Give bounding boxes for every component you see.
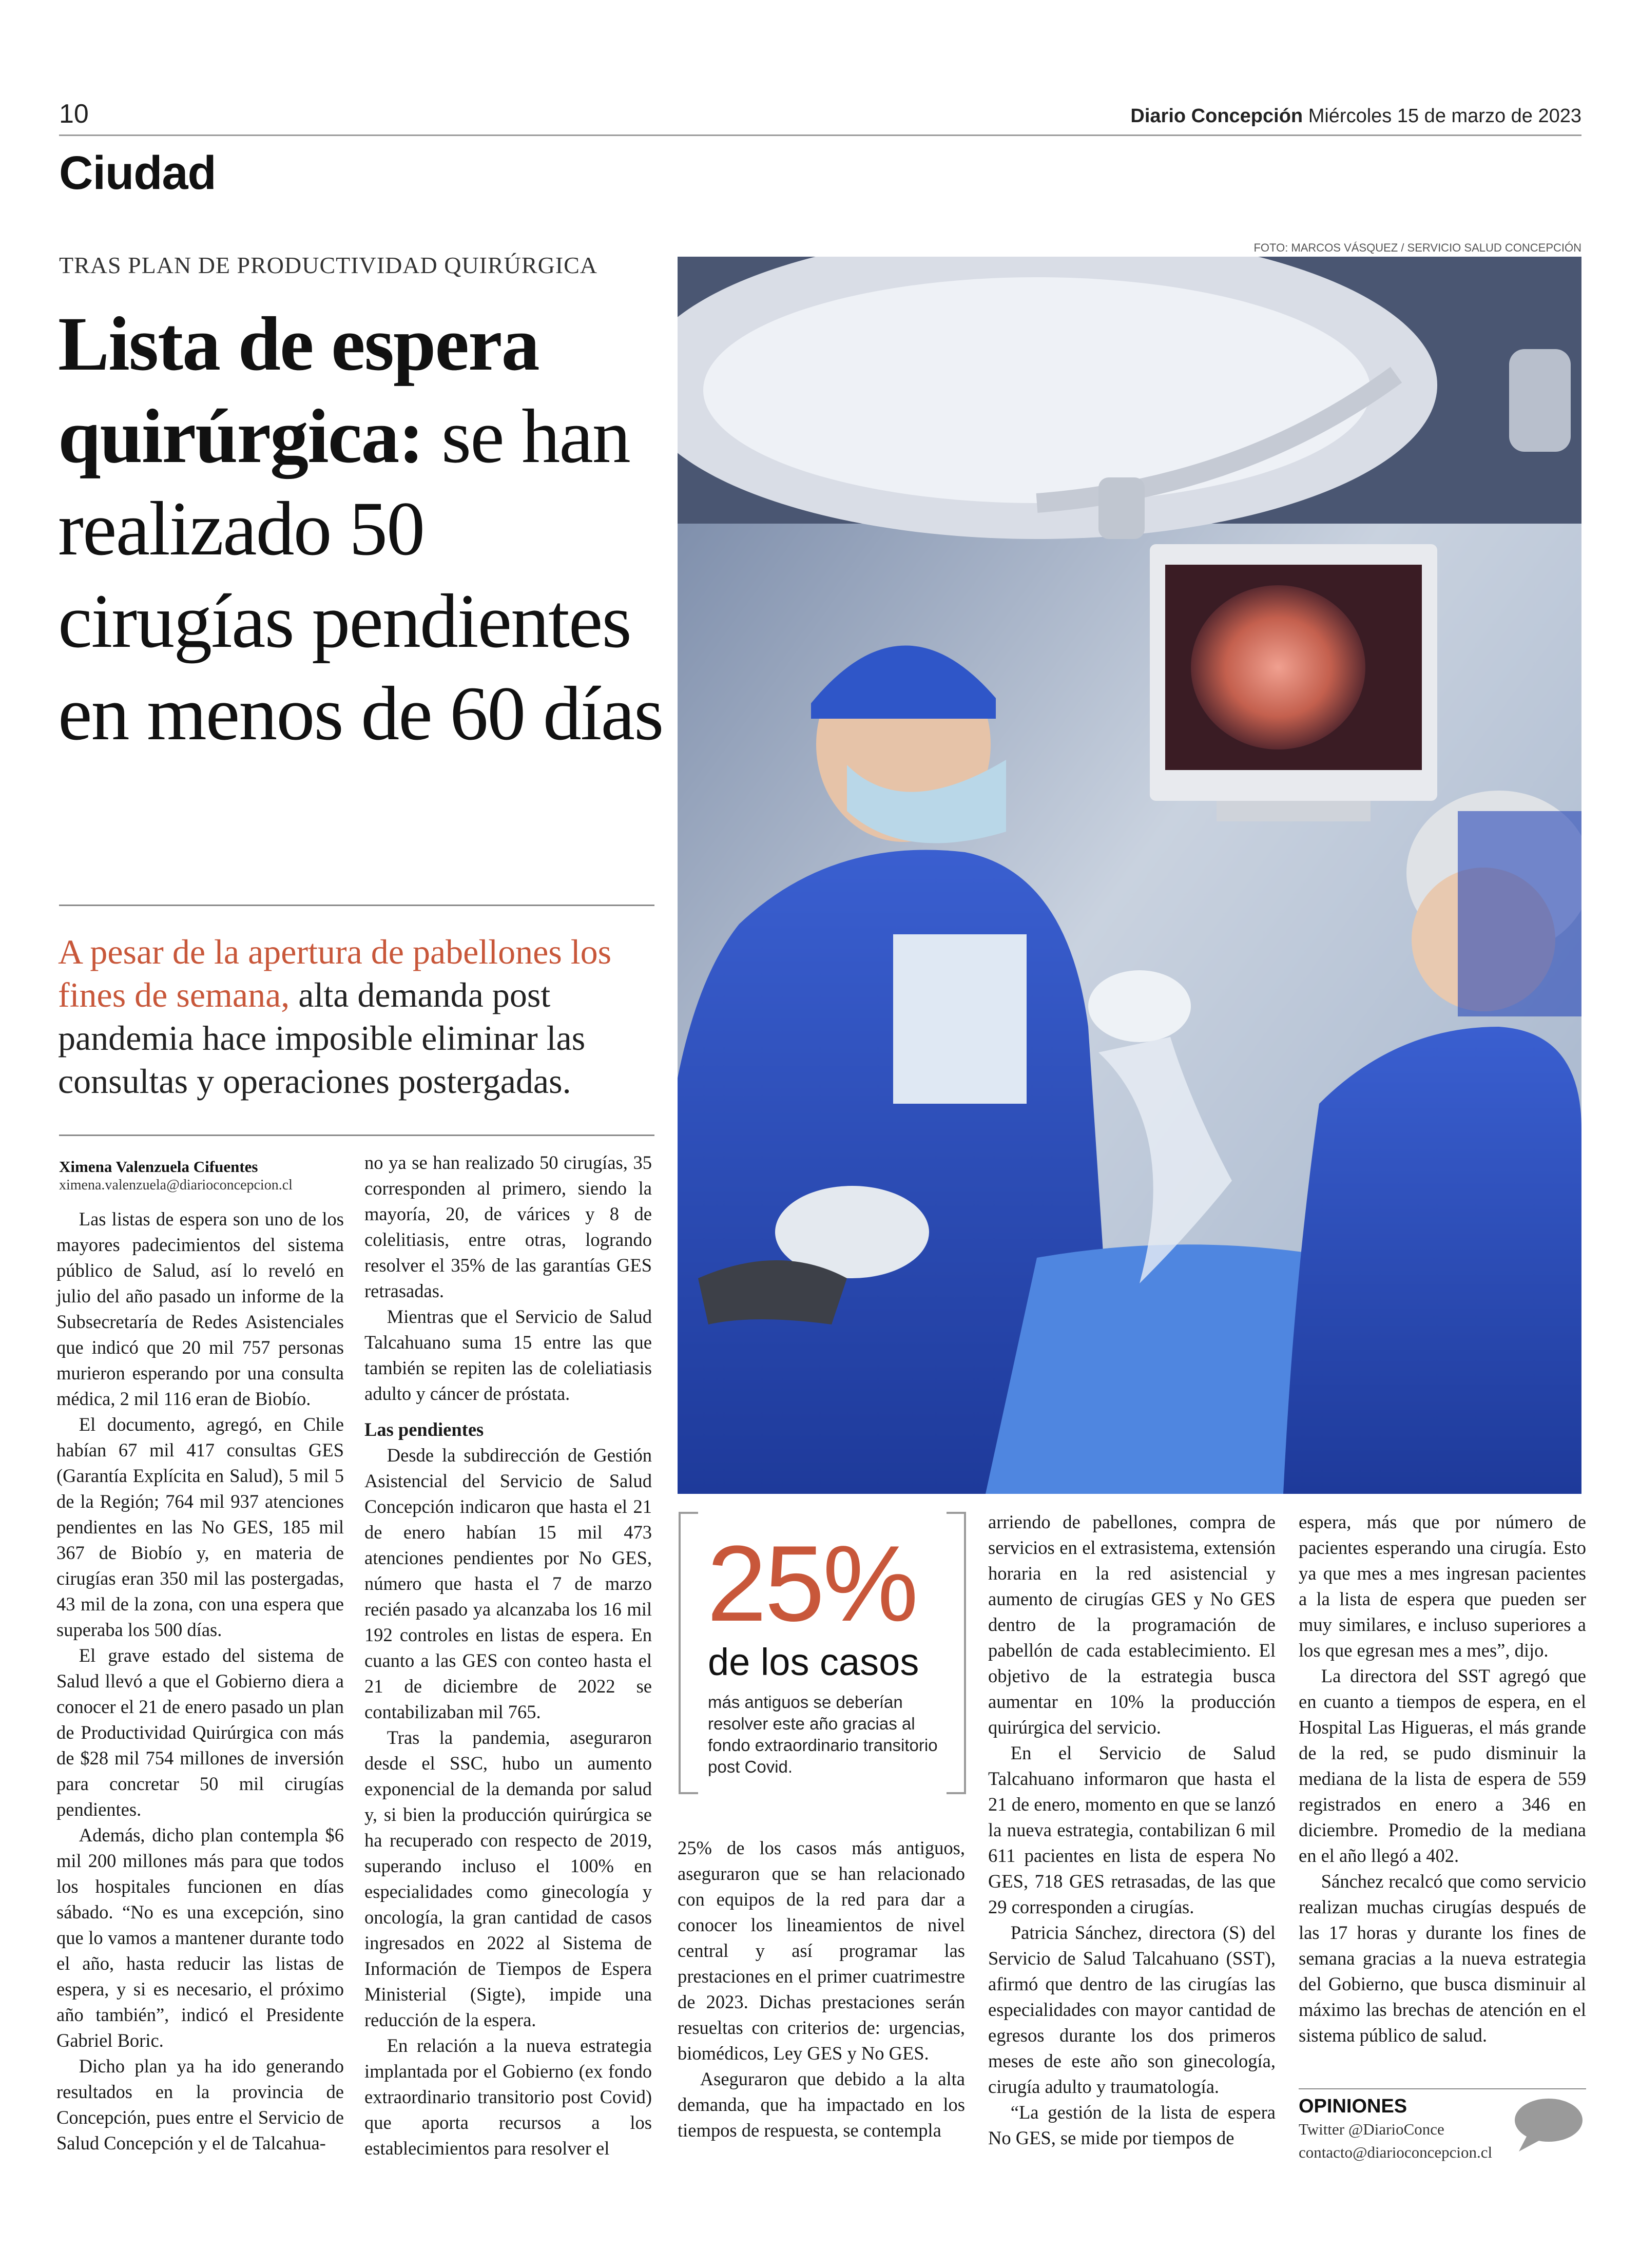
subheading: Las pendientes xyxy=(364,1419,484,1440)
issue-date: Miércoles 15 de marzo de 2023 xyxy=(1308,105,1581,127)
paragraph: El grave estado del sistema de Salud llevó a que el Gobierno diera a conocer el 21 de enero pasado un plan de Productividad Quirúrgica con más de $28 mil 754 millones de inversión para concretar 50 mil cirugías pendientes. xyxy=(56,1645,344,1820)
article-headline xyxy=(58,298,664,760)
opiniones-title: OPINIONES xyxy=(1299,2096,1407,2117)
opiniones-divider xyxy=(1299,2088,1586,2089)
paragraph: Además, dicho plan contempla $6 mil 200 millones más para que todos los hospitales funcionen en días sábado. “No es una excepción, sino que lo vamos a mantener durante todo el año, hasta reducir las listas de espera, y si es necesario, el próximo año también”, indicó el Presidente Gabriel Boric. xyxy=(56,1824,344,2051)
paragraph: Las listas de espera son uno de los mayores padecimientos del sistema público de Salud, así lo reveló en julio del año pasado un informe de la Subsecretaría de Redes Asistenciales que indicó que 20 mil 757 personas murieron esperando por una consulta médica, 2 mil 116 eran de Biobío. xyxy=(56,1208,344,1409)
headline-bold: Lista de espera quirúrgica: xyxy=(58,301,539,479)
headline-rest: se han realizado 50 cirugías pendientes en menos de 60 días xyxy=(58,394,663,756)
paragraph: Tras la pandemia, aseguraron desde el SSC, hubo un aumento exponencial de la demanda por salud y, si bien la producción quirúrgica se ha recuperado con respecto de 2019, superando incluso el 100% en especialidades como ginecología y oncología, la gran cantidad de casos ingresados en 2022 al Sistema de Información de Tiempos de Espera Ministerial (Sigte), impide una reducción de la espera. xyxy=(364,1727,652,2030)
right-bracket xyxy=(947,1512,966,1794)
paragraph: espera, más que por número de pacientes esperando una cirugía. Esto ya que mes a mes ingresan pacientes a la lista de espera que pueden ser muy similares, e incluso superiores a los que egresan mes a mes”, dijo. xyxy=(1299,1511,1586,1661)
pull-quote-number: 25% xyxy=(707,1523,917,1644)
paragraph: El documento, agregó, en Chile habían 67 mil 417 consultas GES (Garantía Explícita en Salud), 5 mil 5 de la Región; 764 mil 937 atenciones pendientes en las No GES, 185 mil 367 de Biobío y, en materia de cirugías eran 350 mil las postergadas, 43 mil de la zona, con una espera que superaba los 500 días. xyxy=(56,1414,344,1640)
article-deck xyxy=(58,930,664,1103)
opiniones-email[interactable]: contacto@diarioconcepcion.cl xyxy=(1299,2143,1493,2161)
paragraph: “La gestión de la lista de espera No GES, se mide por tiempos de xyxy=(988,2102,1276,2148)
paragraph: Aseguraron que debido a la alta demanda, que ha impactado en los tiempos de respuesta, se contempla xyxy=(678,2068,965,2141)
left-bracket xyxy=(679,1512,698,1794)
opiniones-twitter[interactable]: Twitter @DiarioConce xyxy=(1299,2120,1444,2138)
paragraph: Sánchez recalcó que como servicio realizan muchas cirugías después de las 17 horas y durante los fines de semana gracias a la nueva estrategia del Gobierno, que busca disminuir al máximo las brechas de atención en el sistema público de salud. xyxy=(1299,1871,1586,2046)
paragraph: Dicho plan ya ha ido generando resultados en la provincia de Concepción, pues entre el Servicio de Salud Concepción y el de Talcahua- xyxy=(56,2055,344,2154)
headline-divider xyxy=(59,905,654,906)
paragraph: La directora del SST agregó que en cuanto a tiempos de espera, en el Hospital Las Higueras, el más grande de la red, se pudo disminuir la mediana de la lista de espera de 559 registrados en enero a 346 en diciembre. Promedio de la mediana en el año llegó a 402. xyxy=(1299,1665,1586,1866)
paragraph: En relación a la nueva estrategia implantada por el Gobierno (ex fondo extraordinario transitorio post Covid) que aporta recursos a los establecimientos para resolver el xyxy=(364,2035,652,2159)
deck-highlight: A pesar de la apertura de pabellones los fines de semana, xyxy=(58,932,612,1014)
paragraph: En el Servicio de Salud Talcahuano informaron que hasta el 21 de enero, momento en que se lanzó la nueva estrategia, contabilizan 6 mil 611 pacientes en lista de espera No GES, 718 GES retrasadas, de las que 29 corresponden a cirugías. xyxy=(988,1742,1276,1917)
pull-quote-title: de los casos xyxy=(708,1641,919,1683)
newspaper-name: Diario Concepción xyxy=(1130,105,1303,127)
paragraph: Mientras que el Servicio de Salud Talcahuano suma 15 entre las que también se repiten las de coleliatiasis adulto y cáncer de próstata. xyxy=(364,1306,652,1404)
pull-quote xyxy=(679,1512,966,1794)
paragraph: Desde la subdirección de Gestión Asistencial del Servicio de Salud Concepción indicaron que hasta el 21 de enero habían 15 mil 473 atenciones pendientes por No GES, número que hasta el 7 de marzo recién pasado ya alcanzaba los 16 mil 192 controles en listas de espera. En cuanto a las GES con conteo hasta el 21 de diciembre de 2022 se contabilizaban mil 765. xyxy=(364,1445,652,1722)
section-title: Ciudad xyxy=(59,147,216,199)
photo-credit: FOTO: MARCOS VÁSQUEZ / SERVICIO SALUD CONCEPCIÓN xyxy=(1253,241,1581,254)
page-number: 10 xyxy=(59,99,89,129)
deck-divider xyxy=(59,1135,654,1136)
body-column-1 xyxy=(56,1206,344,2156)
article-kicker: TRAS PLAN DE PRODUCTIVIDAD QUIRÚRGICA xyxy=(59,252,598,278)
body-column-2 xyxy=(364,1150,652,2161)
paragraph: Patricia Sánchez, directora (S) del Servicio de Salud Talcahuano (SST), afirmó que dentro de las cirugías las especialidades con mayor cantidad de egresos durante los dos primeros meses de este año son ginecología, cirugía adulto y traumatología. xyxy=(988,1922,1276,2097)
body-column-3 xyxy=(678,1835,965,2143)
speech-bubble-icon xyxy=(1512,2097,1584,2156)
paragraph: 25% de los casos más antiguos, aseguraron que se han relacionado con equipos de la red para dar a conocer los lineamientos de nivel central y así programar las prestaciones en el primer cuatrimestre de 2023. Dichas prestaciones serán resueltas con criterios de: urgencias, biomédicos, Ley GES y No GES. xyxy=(678,1837,965,2064)
body-column-4 xyxy=(988,1509,1276,2151)
paragraph: no ya se han realizado 50 cirugías, 35 corresponden al primero, siendo la mayoría, 20, de várices y 8 de colelitiasis, entre otras, logrando resolver el 35% de las garantías GES retrasadas. xyxy=(364,1152,652,1301)
body-column-5 xyxy=(1299,1509,1586,2048)
masthead-line xyxy=(1130,105,1581,127)
byline-email: ximena.valenzuela@diarioconcepcion.cl xyxy=(59,1177,293,1193)
surgery-photo xyxy=(678,257,1581,1494)
surgery-photo-illustration xyxy=(678,257,1581,1494)
deck-rest: alta demanda post pandemia hace imposible eliminar las consultas y operaciones postergadas. xyxy=(58,975,586,1101)
paragraph: arriendo de pabellones, compra de servicios en el extrasistema, extensión horaria en la red asistencial y aumento de cirugías GES y No GES dentro de la programación de pabellón de cada establecimiento. El objetivo de la estrategia busca aumentar en 10% la producción quirúrgica del servicio. xyxy=(988,1511,1276,1738)
header-divider xyxy=(59,134,1581,136)
pull-quote-text: más antiguos se deberían resolver este año gracias al fondo extraordinario transitorio post Covid. xyxy=(708,1693,938,1776)
byline-author: Ximena Valenzuela Cifuentes xyxy=(59,1158,258,1176)
